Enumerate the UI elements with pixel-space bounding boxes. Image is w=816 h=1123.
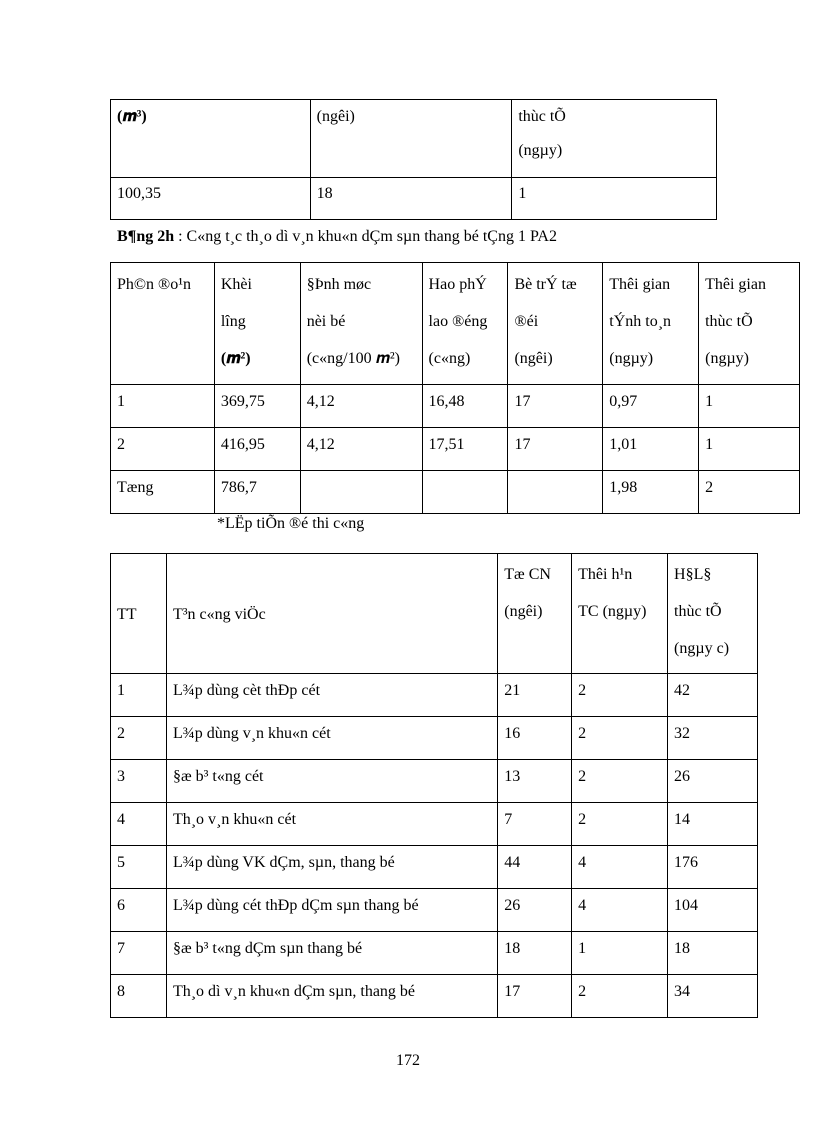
cell: [508, 471, 603, 514]
cell: 16,48: [422, 385, 508, 428]
table-row: [111, 760, 758, 803]
cell: 1: [699, 428, 800, 471]
cell: 4,12: [300, 428, 422, 471]
table-row: [111, 428, 800, 471]
table-row: [111, 385, 800, 428]
cell: 17: [498, 975, 572, 1018]
cell: 4: [572, 889, 668, 932]
cell: 17,51: [422, 428, 508, 471]
table-row-total: [111, 471, 800, 514]
cell: 1: [111, 674, 167, 717]
cell: 1: [512, 178, 717, 220]
header-cell: T³n c«ng viÖc: [166, 554, 497, 674]
table-row: [111, 846, 758, 889]
cell: 5: [111, 846, 167, 889]
table-schedule: [110, 553, 758, 1018]
cell: 0,97: [603, 385, 699, 428]
cell: 16: [498, 717, 572, 760]
cell: 786,7: [214, 471, 300, 514]
cell: 34: [668, 975, 758, 1018]
cell: 4: [111, 803, 167, 846]
cell: L¾p dùng VK dÇm, sµn, thang bé: [166, 846, 497, 889]
cell: Th¸o v¸n khu«n cét: [166, 803, 497, 846]
cell: 26: [668, 760, 758, 803]
table-row: [111, 803, 758, 846]
page-number: 172: [396, 1052, 420, 1069]
cell: 104: [668, 889, 758, 932]
cell: 17: [508, 428, 603, 471]
cell: 26: [498, 889, 572, 932]
cell: 1: [699, 385, 800, 428]
cell: [300, 471, 422, 514]
cell: 18: [498, 932, 572, 975]
header-cell: Thêi gian tÝnh to¸n (ngµy): [603, 263, 699, 385]
cell: 42: [668, 674, 758, 717]
cell: 1: [572, 932, 668, 975]
table-row: [111, 889, 758, 932]
cell: 1,01: [603, 428, 699, 471]
schedule-note: *LËp tiÕn ®é thi c«ng: [217, 515, 365, 532]
table-header-row: [111, 554, 758, 674]
header-cell: Bè trÝ tæ ®éi (ngêi): [508, 263, 603, 385]
cell: 18: [310, 178, 512, 220]
cell: Th¸o dì v¸n khu«n dÇm sµn, thang bé: [166, 975, 497, 1018]
table-header-row: [111, 263, 800, 385]
table-caption: B¶ng 2h : C«ng t¸c th¸o dì v¸n khu«n dÇm sµn thang bé tÇng 1 PA2: [117, 228, 557, 245]
cell: 6: [111, 889, 167, 932]
cell: 17: [508, 385, 603, 428]
cell: 369,75: [214, 385, 300, 428]
table-row: [111, 932, 758, 975]
cell: 7: [111, 932, 167, 975]
cell: 176: [668, 846, 758, 889]
cell: 8: [111, 975, 167, 1018]
cell: 3: [111, 760, 167, 803]
header-cell: Thêi gian thùc tÕ (ngµy): [699, 263, 800, 385]
table-row: [111, 717, 758, 760]
header-cell: (𝒎³): [111, 100, 311, 178]
header-cell: Khèi lîng (𝒎²): [214, 263, 300, 385]
header-cell: H§L§ thùc tÕ (ngµy c): [668, 554, 758, 674]
cell: Tæng: [111, 471, 215, 514]
cell: 7: [498, 803, 572, 846]
table-header-row: [111, 100, 717, 178]
cell: 21: [498, 674, 572, 717]
header-cell: §Þnh møc nèi bé (c«ng/100 𝒎²): [300, 263, 422, 385]
cell: 4: [572, 846, 668, 889]
header-cell: Ph©n ®o¹n: [111, 263, 215, 385]
table-continuation: [110, 99, 717, 220]
cell: §æ b³ t«ng dÇm sµn thang bé: [166, 932, 497, 975]
cell: §æ b³ t«ng cét: [166, 760, 497, 803]
cell: 2: [572, 975, 668, 1018]
table-row: [111, 674, 758, 717]
header-cell: Tæ CN (ngêi): [498, 554, 572, 674]
table-formwork-removal: [110, 262, 800, 514]
cell: 2: [111, 428, 215, 471]
table-row: [111, 178, 717, 220]
table-row: [111, 975, 758, 1018]
cell: 2: [111, 717, 167, 760]
cell: 32: [668, 717, 758, 760]
cell: 416,95: [214, 428, 300, 471]
cell: [422, 471, 508, 514]
cell: 2: [572, 760, 668, 803]
cell: 1: [111, 385, 215, 428]
cell: 100,35: [111, 178, 311, 220]
header-cell: (ngêi): [310, 100, 512, 178]
cell: 13: [498, 760, 572, 803]
cell: L¾p dùng cét thÐp dÇm sµn thang bé: [166, 889, 497, 932]
cell: L¾p dùng v¸n khu«n cét: [166, 717, 497, 760]
cell: L¾p dùng cèt thÐp cét: [166, 674, 497, 717]
cell: 2: [572, 674, 668, 717]
cell: 2: [572, 803, 668, 846]
header-cell: thùc tÕ (ngµy): [512, 100, 717, 178]
header-cell: Thêi h¹n TC (ngµy): [572, 554, 668, 674]
cell: 44: [498, 846, 572, 889]
cell: 1,98: [603, 471, 699, 514]
cell: 14: [668, 803, 758, 846]
cell: 2: [699, 471, 800, 514]
cell: 2: [572, 717, 668, 760]
header-cell: TT: [111, 554, 167, 674]
header-cell: Hao phÝ lao ®éng (c«ng): [422, 263, 508, 385]
cell: 18: [668, 932, 758, 975]
cell: 4,12: [300, 385, 422, 428]
